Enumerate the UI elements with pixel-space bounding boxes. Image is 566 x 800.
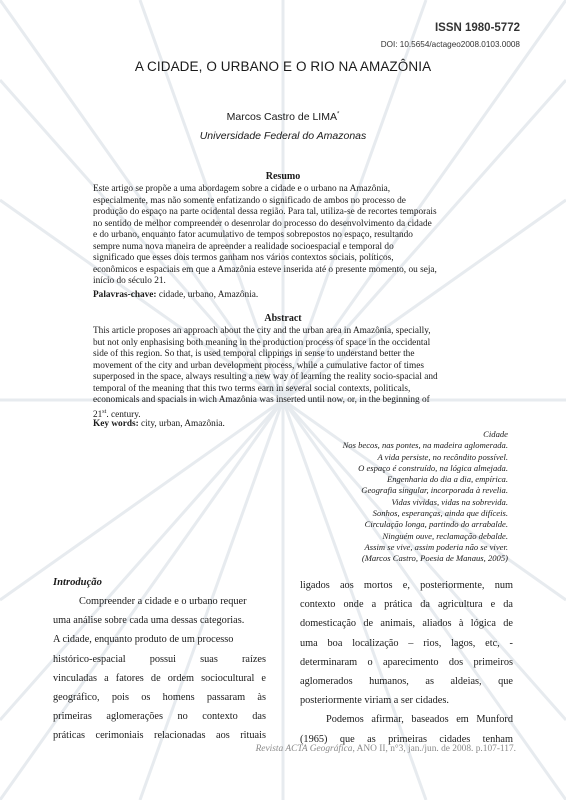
- poem-line: O espaço é construído, na lógica almejada.: [358, 462, 508, 473]
- poem-citation: (Marcos Castro, Poesia de Manaus, 2005): [361, 553, 508, 564]
- resumo-line: econômicos e espaciais em que a Amazônia esteve inserida até o presente momento, ou seja,: [93, 264, 437, 275]
- epigraph-poem: [188, 429, 508, 565]
- poem-line: Geografia singular, incorporada à revelia.: [361, 485, 508, 496]
- poem-line: Ninguém ouve, reclamação debalde.: [382, 530, 508, 541]
- abstract-keywords: [93, 419, 474, 429]
- abstract-keywords-label: Key words:: [93, 419, 139, 429]
- body-line: domesticação de animais, aliados à lógica de: [300, 618, 513, 630]
- body-line: geográfico, pois os homens passaram às: [53, 692, 266, 704]
- abstract-line: economicals and spacials in wich Amazônia was inserted until now, or, in the beginning of: [93, 395, 430, 406]
- poem-title: Cidade: [483, 429, 508, 439]
- body-line: Compreender a cidade e o urbano requer: [79, 596, 247, 607]
- abstract-line: superposed in the space, always resulting a new way of learning the reality socio-spacial and: [93, 372, 438, 383]
- century-ordinal: st: [102, 408, 107, 415]
- body-line: A cidade, enquanto produto de um processo: [53, 634, 234, 646]
- journal-name: Revista ACTA Geográfica: [255, 744, 353, 754]
- article-title: A CIDADE, O URBANO E O RIO NA AMAZÔNIA: [134, 59, 432, 74]
- body-column-left: [53, 592, 266, 746]
- body-column-right: [300, 576, 513, 749]
- poem-line: Assim se vive, assim poderia não se viver.: [364, 541, 508, 552]
- abstract-line: side of this region. So that, is used temporal clippings in sense to understand better the: [93, 349, 415, 360]
- body-line: (1965) que as primeiras cidades tenham: [300, 733, 513, 745]
- doi-label: DOI: 10.5654/actageo2008.0103.0008: [380, 40, 520, 49]
- abstract-line: movement of the city and urban development process, while a cumulative factor of times: [93, 360, 424, 371]
- abstract-line: This article proposes an approach about the city and the urban area in Amazônia, specially,: [93, 326, 431, 336]
- resumo-line: no sentido de melhor compreender o desenrolar do processo do desenvolvimento da cidade: [93, 218, 432, 229]
- issn-label: ISSN 1980-5772: [434, 22, 520, 34]
- poem-line: Engenharia do dia a dia, empírica.: [386, 474, 508, 485]
- poem-line: Sonhos, esperanças, ainda que difíceis.: [372, 508, 508, 519]
- author-name: [0, 111, 566, 123]
- abstract-keywords-values: city, urban, Amazônia.: [138, 419, 225, 429]
- resumo-line: início do século 21.: [93, 276, 166, 287]
- body-line: uma análise sobre cada uma dessas categorias.: [53, 615, 245, 627]
- body-line: determinaram o aparecimento dos primeiros: [300, 656, 513, 668]
- body-line: ligados aos mortos e, posteriormente, num: [300, 580, 513, 591]
- poem-line: A vida persiste, no recôndito possível.: [377, 451, 508, 462]
- journal-issue-details: , ANO II, n°3, jan./jun. de 2008. p.107-117.: [352, 744, 516, 754]
- body-line: histórico-espacial possui suas raízes: [53, 653, 266, 665]
- century-number: 21: [93, 409, 103, 420]
- body-line: vinculadas a fatores de ordem sociocultural e: [53, 672, 266, 684]
- resumo-line: significado que esses dois termos ganham nos vários contextos sociais, políticos,: [93, 253, 394, 264]
- poem-line: Circulação longa, partindo do arrabalde.: [364, 519, 508, 530]
- body-line: uma boa localização – rios, lagos, etc, -: [300, 637, 513, 649]
- body-line: aglomerados humanos, as aldeias, que: [300, 676, 513, 688]
- resumo-line: especialmente, mas não somente enfatizando o significado de ambos no processo de: [93, 195, 406, 206]
- body-line: Podemos afirmar, baseados em Munford: [326, 714, 513, 726]
- author-footnote-mark: *: [336, 111, 340, 118]
- resumo-line: sempre numa nova maneira de apreender a realidade socioespacial e temporal do: [93, 241, 394, 252]
- body-line: posteriormente viriam a ser cidades.: [300, 695, 449, 707]
- resumo-keywords-label: Palavras-chave:: [93, 290, 157, 300]
- introduction-heading: Introdução: [53, 577, 102, 588]
- resumo-keywords: [93, 290, 474, 300]
- resumo-keywords-values: cidade, urbano, Amazônia.: [156, 290, 259, 300]
- abstract-heading: Abstract: [264, 313, 302, 324]
- journal-footer: [256, 744, 516, 754]
- body-line: práticas cerimoniais relacionadas aos rituais: [53, 730, 266, 742]
- author-name-text: Marcos Castro de LIMA: [226, 111, 337, 123]
- resumo-line: e do urbano, enquanto fator acumulativo de tempos sobrepostos no espaço, resultando: [93, 230, 413, 241]
- poem-line: Nos becos, nas pontes, na madeira aglomerada.: [342, 440, 508, 451]
- abstract-line: temporal of the meaning that this two terms earn in several social contexts, politicals,: [93, 383, 411, 394]
- resumo-heading: Resumo: [265, 171, 301, 182]
- century-word: . century.: [106, 409, 141, 420]
- body-line: primeiras aglomerações no contexto das: [53, 711, 266, 723]
- resumo-line: Este artigo se propõe a uma abordagem sobre a cidade e o urbano na Amazônia,: [93, 184, 391, 194]
- poem-line: Vidas vividas, vidas na sobrevida.: [391, 496, 508, 507]
- abstract-text: [93, 326, 474, 421]
- resumo-line: produção do espaço na parte ocidental dessa região. Para tal, utiliza-se de recortes temporais: [93, 207, 437, 218]
- author-affiliation: Universidade Federal do Amazonas: [199, 130, 367, 142]
- resumo-text: [93, 184, 474, 288]
- body-line: contexto onde a prática da agricultura e da: [300, 599, 513, 611]
- abstract-line: but not only enphasising both meaning in the production process of space in the occidental: [93, 337, 431, 348]
